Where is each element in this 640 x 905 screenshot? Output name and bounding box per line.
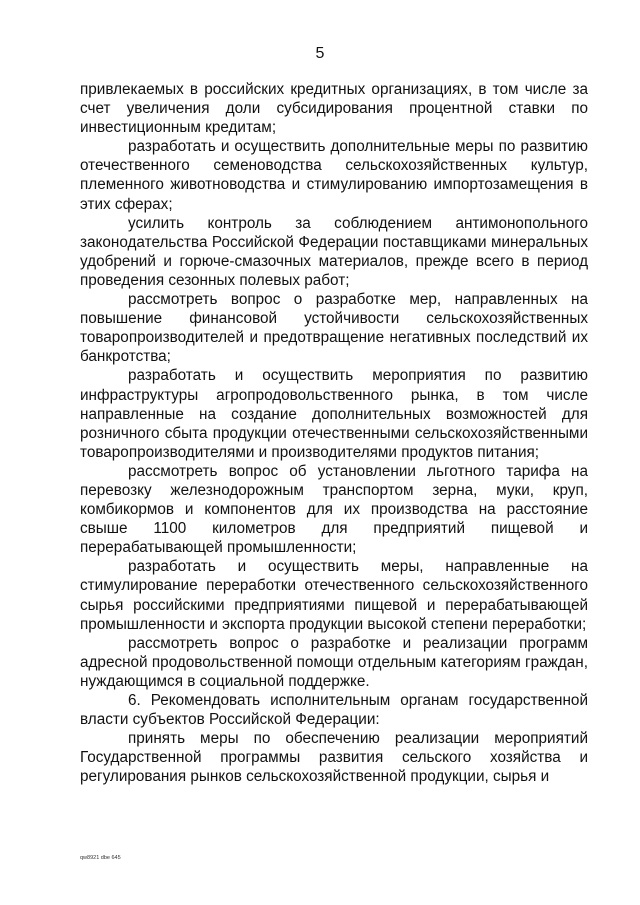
paragraph: разработать и осуществить дополнительные меры по развитию отечественного семеноводства сельскохозяйственных культур, племенного животноводства и стимулированию импортозамещения в этих сферах; bbox=[80, 138, 588, 213]
footer-code: qw8921 dbe 645 bbox=[80, 855, 121, 861]
paragraph: усилить контроль за соблюдением антимонопольного законодательства Российской Федерации поставщиками минеральных удобрений и горюче-смазочных материалов, прежде всего в период проведения сезонных полевых работ; bbox=[80, 214, 588, 289]
paragraph: рассмотреть вопрос о разработке и реализации программ адресной продовольственной помощи отдельным категориям граждан, нуждающимся в социальной поддержке. bbox=[80, 634, 588, 690]
page-number: 5 bbox=[315, 45, 325, 62]
paragraph: рассмотреть вопрос об установлении льготного тарифа на перевозку железнодорожным транспортом зерна, муки, круп, комбикормов и компонентов для их производства на расстояние свыше 1100 километров для предприятий пищевой и перерабатывающей промышленности; bbox=[80, 462, 588, 557]
paragraph: разработать и осуществить меры, направленные на стимулирование переработки отечественного сельскохозяйственного сырья российскими предприятиями пищевой и перерабатывающей промышленности и экспорта продукции высокой степени переработки; bbox=[80, 558, 588, 633]
paragraph: разработать и осуществить мероприятия по развитию инфраструктуры агропродовольственного рынка, в том числе направленные на создание дополнительных возможностей для розничного сбыта продукции отечественными сельскохозяйственными товаропроизводителями и производителями продуктов питания; bbox=[80, 367, 588, 461]
document-body bbox=[80, 80, 588, 786]
paragraph: рассмотреть вопрос о разработке мер, направленных на повышение финансовой устойчивости сельскохозяйственных товаропроизводителей и предотвращение негативных последствий их банкротства; bbox=[80, 291, 588, 366]
paragraph: привлекаемых в российских кредитных организациях, в том числе за счет увеличения доли субсидирования процентной ставки по инвестиционным кредитам; bbox=[80, 81, 588, 137]
paragraph: 6. Рекомендовать исполнительным органам государственной власти субъектов Российской Федерации: bbox=[80, 692, 588, 729]
paragraph: принять меры по обеспечению реализации мероприятий Государственной программы развития сельского хозяйства и регулирования рынков сельскохозяйственной продукции, сырья и bbox=[80, 730, 588, 786]
